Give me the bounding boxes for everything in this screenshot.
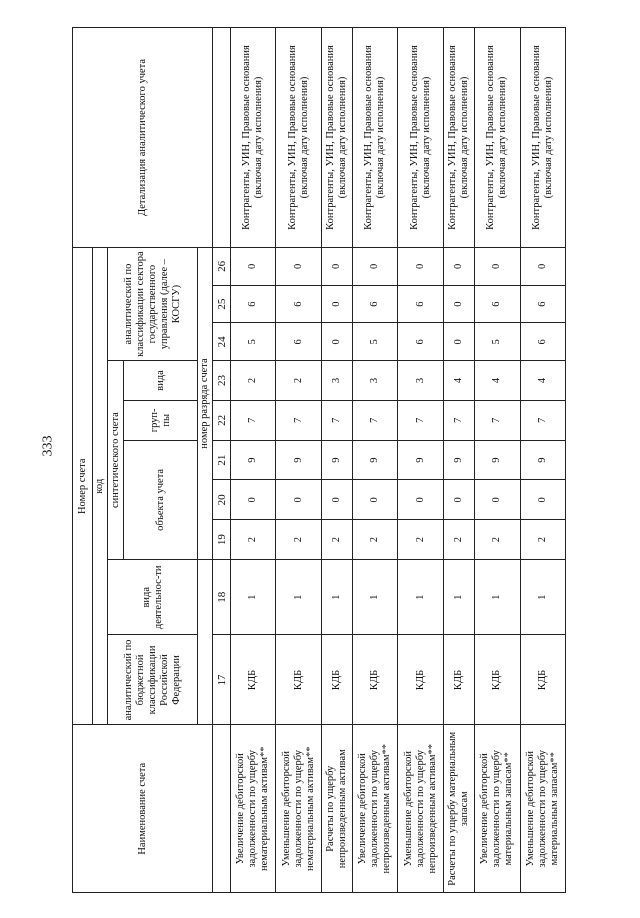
analytic-detail: Контрагенты, УИН, Правовые основания (включая дату исполнения) <box>443 28 474 248</box>
page-number: 333 <box>40 435 56 457</box>
budget-class-code: КДБ <box>398 635 443 725</box>
digit-22: 7 <box>321 400 352 440</box>
digit-22: 7 <box>475 400 520 440</box>
digit-21: 9 <box>321 440 352 480</box>
digit-26: 0 <box>321 247 352 285</box>
digit-24: 0 <box>443 323 474 361</box>
account-name: Уменьшение дебиторской задолженности по ущербу непроизведенным активам** <box>398 725 443 893</box>
digit-24: 0 <box>321 323 352 361</box>
digit-21: 9 <box>398 440 443 480</box>
digit-22: 7 <box>398 400 443 440</box>
digit-23: 2 <box>276 361 321 401</box>
digit-24: 6 <box>398 323 443 361</box>
header-code: код <box>93 247 108 725</box>
accounts-table <box>72 27 566 893</box>
digit-21: 9 <box>231 440 276 480</box>
digit-25: 0 <box>321 285 352 323</box>
digit-25: 6 <box>276 285 321 323</box>
digit-19: 2 <box>353 520 398 560</box>
digit-22: 7 <box>276 400 321 440</box>
table-row <box>276 28 321 893</box>
account-name: Расчеты по ущербу материальным запасам <box>443 725 474 893</box>
budget-class-code: КДБ <box>520 635 565 725</box>
digit-number-21: 21 <box>213 440 231 480</box>
digit-number-19: 19 <box>213 520 231 560</box>
digit-20: 0 <box>231 480 276 520</box>
digit-19: 2 <box>321 520 352 560</box>
header-blank-cell <box>198 560 213 725</box>
table-row <box>475 28 520 893</box>
budget-class-code: КДБ <box>475 635 520 725</box>
header-type: вида <box>124 361 198 401</box>
header-detail: Детализация аналитического учета <box>73 28 213 248</box>
digit-23: 4 <box>520 361 565 401</box>
digit-24: 6 <box>520 323 565 361</box>
digit-19: 2 <box>231 520 276 560</box>
digit-19: 2 <box>520 520 565 560</box>
digit-24: 6 <box>276 323 321 361</box>
digit-number-25: 25 <box>213 285 231 323</box>
rotated-table-container <box>72 27 566 893</box>
digit-26: 0 <box>398 247 443 285</box>
digit-26: 0 <box>475 247 520 285</box>
digit-18: 1 <box>443 560 474 635</box>
account-name: Уменьшение дебиторской задолженности по ущербу нематериальным активам** <box>276 725 321 893</box>
account-name: Увеличение дебиторской задолженности по ущербу непроизведенным активам** <box>353 725 398 893</box>
analytic-detail: Контрагенты, УИН, Правовые основания (включая дату исполнения) <box>475 28 520 248</box>
table-row <box>520 28 565 893</box>
header-activity-type: вида деятельнос-ти <box>108 560 198 635</box>
analytic-detail: Контрагенты, УИН, Правовые основания (включая дату исполнения) <box>321 28 352 248</box>
digit-number-17: 17 <box>213 635 231 725</box>
digit-20: 0 <box>475 480 520 520</box>
digit-blank <box>213 725 231 893</box>
digit-25: 0 <box>443 285 474 323</box>
digit-25: 6 <box>231 285 276 323</box>
analytic-detail: Контрагенты, УИН, Правовые основания (включая дату исполнения) <box>231 28 276 248</box>
header-synthetic-account: синтетического счета <box>108 361 124 560</box>
header-accounting-object: объекта учета <box>124 440 198 559</box>
budget-class-code: КДБ <box>353 635 398 725</box>
digit-23: 3 <box>353 361 398 401</box>
digit-25: 6 <box>398 285 443 323</box>
digit-number-20: 20 <box>213 480 231 520</box>
digit-20: 0 <box>398 480 443 520</box>
digit-18: 1 <box>398 560 443 635</box>
account-name: Увеличение дебиторской задолженности по ущербу материальным запасам** <box>475 725 520 893</box>
digit-18: 1 <box>520 560 565 635</box>
budget-class-code: КДБ <box>321 635 352 725</box>
digit-19: 2 <box>475 520 520 560</box>
table-row <box>443 28 474 893</box>
account-name: Увеличение дебиторской задолженности по ущербу нематериальным активам** <box>231 725 276 893</box>
digit-19: 2 <box>276 520 321 560</box>
header-group: груп-пы <box>124 400 198 440</box>
account-name: Уменьшение дебиторской задолженности по ущербу материальным запасам** <box>520 725 565 893</box>
analytic-detail: Контрагенты, УИН, Правовые основания (включая дату исполнения) <box>398 28 443 248</box>
digit-20: 0 <box>276 480 321 520</box>
digit-24: 5 <box>475 323 520 361</box>
digit-26: 0 <box>443 247 474 285</box>
header-account-name: Наименование счета <box>73 725 213 893</box>
digit-21: 9 <box>353 440 398 480</box>
budget-class-code: КДБ <box>276 635 321 725</box>
digit-26: 0 <box>276 247 321 285</box>
analytic-detail: Контрагенты, УИН, Правовые основания (включая дату исполнения) <box>276 28 321 248</box>
digit-21: 9 <box>276 440 321 480</box>
digit-blank-detail <box>213 28 231 248</box>
digit-number-24: 24 <box>213 323 231 361</box>
digit-22: 7 <box>443 400 474 440</box>
digit-23: 2 <box>231 361 276 401</box>
digit-23: 4 <box>475 361 520 401</box>
table-row <box>398 28 443 893</box>
digit-number-26: 26 <box>213 247 231 285</box>
digit-26: 0 <box>231 247 276 285</box>
digit-18: 1 <box>353 560 398 635</box>
digit-20: 0 <box>353 480 398 520</box>
digit-19: 2 <box>398 520 443 560</box>
digit-24: 5 <box>353 323 398 361</box>
table-row <box>353 28 398 893</box>
digit-number-18: 18 <box>213 560 231 635</box>
header-kosgu: аналитический по классификации сектора государственного управления (далее – КОСГУ) <box>108 247 198 360</box>
digit-18: 1 <box>231 560 276 635</box>
digit-21: 9 <box>443 440 474 480</box>
digit-22: 7 <box>231 400 276 440</box>
digit-22: 7 <box>520 400 565 440</box>
digit-18: 1 <box>276 560 321 635</box>
digit-26: 0 <box>520 247 565 285</box>
analytic-detail: Контрагенты, УИН, Правовые основания (включая дату исполнения) <box>353 28 398 248</box>
digit-26: 0 <box>353 247 398 285</box>
digit-number-23: 23 <box>213 361 231 401</box>
digit-20: 0 <box>321 480 352 520</box>
digit-18: 1 <box>475 560 520 635</box>
digit-number-22: 22 <box>213 400 231 440</box>
analytic-detail: Контрагенты, УИН, Правовые основания (включая дату исполнения) <box>520 28 565 248</box>
digit-25: 6 <box>520 285 565 323</box>
digit-22: 7 <box>353 400 398 440</box>
digit-19: 2 <box>443 520 474 560</box>
table-row <box>231 28 276 893</box>
digit-20: 0 <box>520 480 565 520</box>
digit-24: 5 <box>231 323 276 361</box>
header-account-number: Номер счета <box>73 247 93 725</box>
digit-20: 0 <box>443 480 474 520</box>
digit-23: 3 <box>321 361 352 401</box>
digit-25: 6 <box>475 285 520 323</box>
digit-21: 9 <box>520 440 565 480</box>
digit-25: 6 <box>353 285 398 323</box>
header-budget-classification: аналитический по бюджетной классификации Российской Федерации <box>108 635 198 725</box>
digit-23: 4 <box>443 361 474 401</box>
digit-18: 1 <box>321 560 352 635</box>
table-row <box>321 28 352 893</box>
header-digit-number: номер разряда счета <box>198 247 213 559</box>
budget-class-code: КДБ <box>231 635 276 725</box>
account-name: Расчеты по ущербу непроизведенным активам <box>321 725 352 893</box>
digit-21: 9 <box>475 440 520 480</box>
digit-23: 3 <box>398 361 443 401</box>
budget-class-code: КДБ <box>443 635 474 725</box>
